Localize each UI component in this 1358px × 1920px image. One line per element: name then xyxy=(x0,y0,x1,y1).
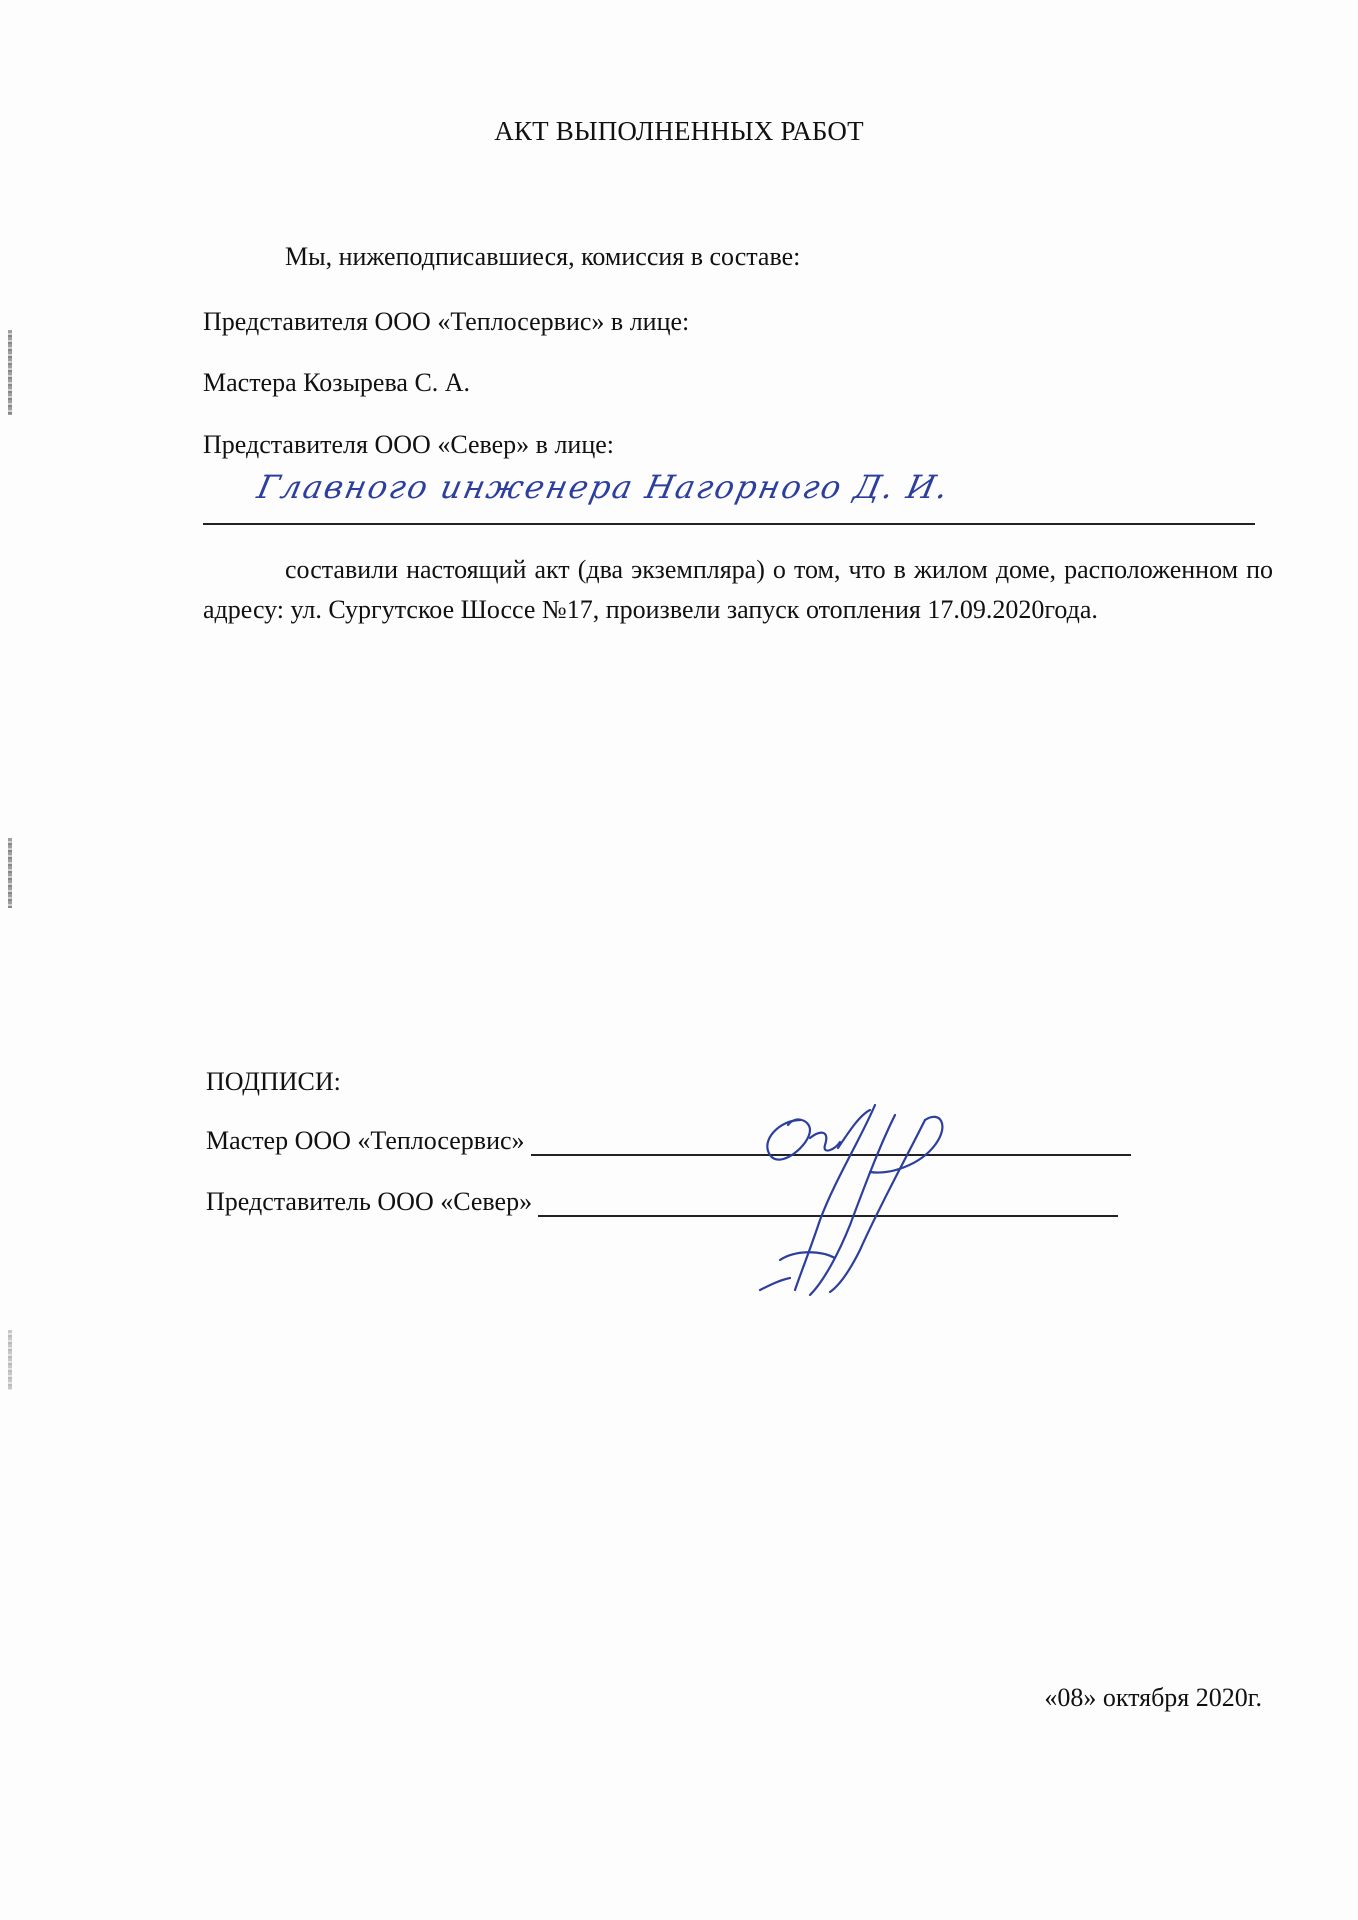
intro-text: Мы, нижеподписавшиеся, комиссия в составе: xyxy=(285,242,801,271)
scan-artifact xyxy=(8,1330,12,1390)
handwritten-signature xyxy=(740,1100,1000,1310)
representative-1-line: Представителя ООО «Теплосервис» в лице: xyxy=(203,307,690,336)
representative-1-name: Мастера Козырева С. А. xyxy=(203,368,471,397)
act-body-paragraph xyxy=(203,550,1273,630)
representative-2-line: Представителя ООО «Север» в лице: xyxy=(203,430,615,459)
signatures-heading: ПОДПИСИ: xyxy=(206,1067,341,1096)
document-title: АКТ ВЫПОЛНЕННЫХ РАБОТ xyxy=(494,116,864,146)
scan-artifact xyxy=(8,330,12,415)
signature-label-sever: Представитель ООО «Север» xyxy=(206,1187,533,1216)
act-body-text: составили настоящий акт (два экземпляра) о том, что в жилом доме, расположенном по адресу: ул. Сургутское Шоссе №17, произвели запуск отопления 17.09.2020года. xyxy=(203,555,1273,624)
handwritten-representative-2-name: Главного инженера Нагорного Д. И. xyxy=(253,468,954,506)
scan-artifact xyxy=(8,838,12,908)
signature-label-teploservis: Мастер ООО «Теплосервис» xyxy=(206,1126,525,1155)
document-date: «08» октября 2020г. xyxy=(1044,1683,1262,1712)
